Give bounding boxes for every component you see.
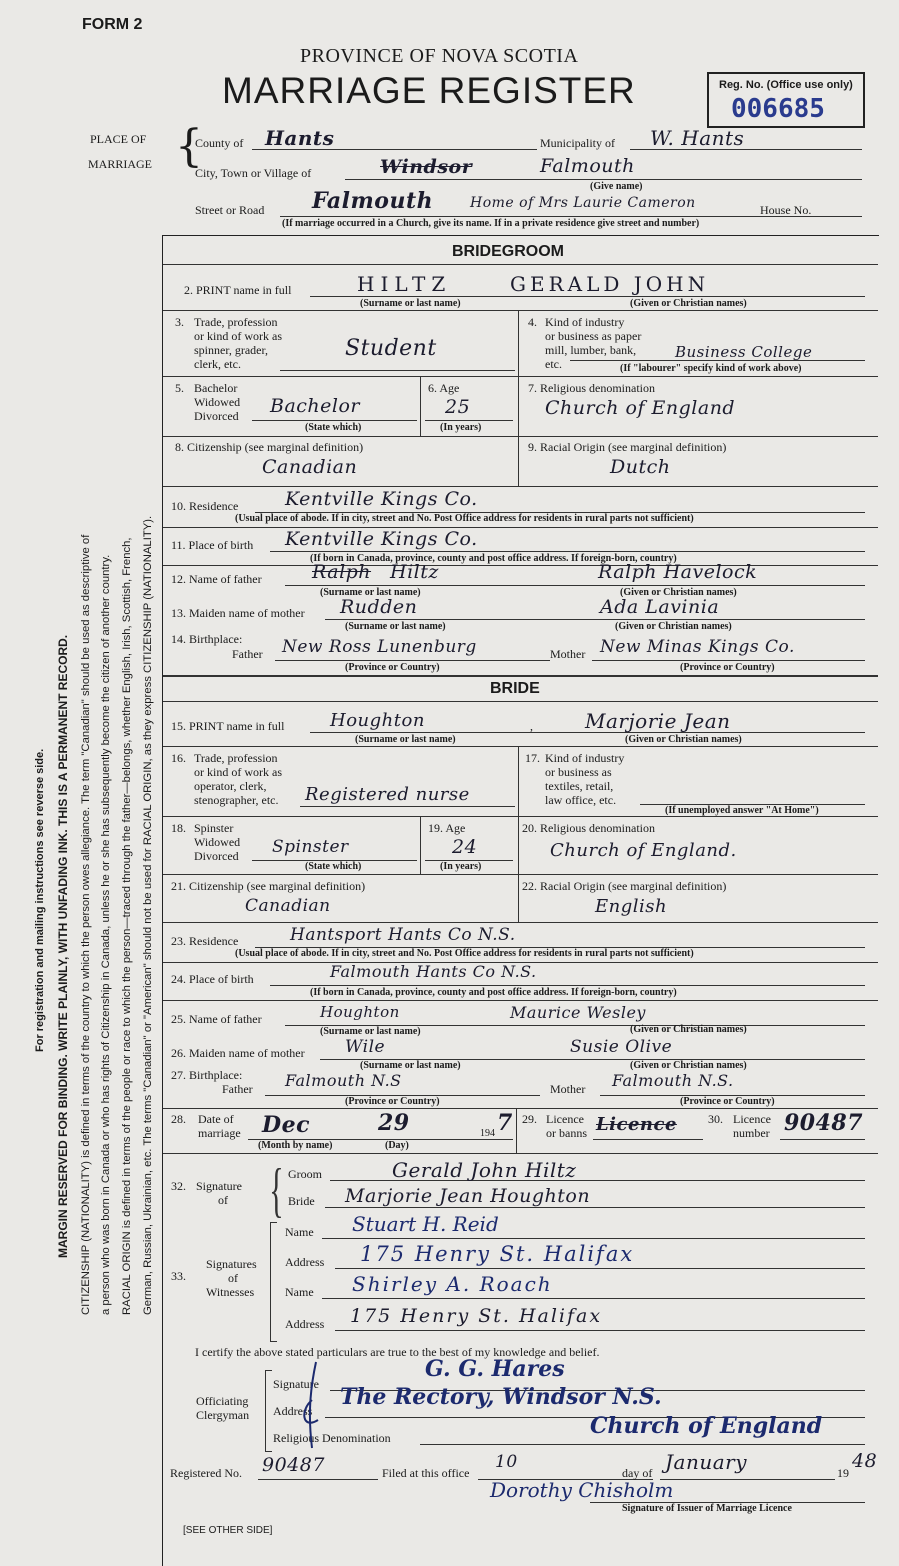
w2-address-label: Address xyxy=(285,1317,325,1331)
groom-birthplace-note: (If born in Canada, province, county and post office address. If foreign-born, country) xyxy=(310,553,677,564)
margin-racial-def-2: German, Russian, Ukrainian, etc. The terms "Canadian" or "American" should not be used for RACIAL ORIGIN, as they express CITIZENSHIP (NATIONALITY). xyxy=(142,515,154,1315)
groom-surname: HILTZ xyxy=(357,272,452,296)
marriage-month: Dec xyxy=(262,1112,310,1138)
margin-citizenship-def-1: CITIZENSHIP (NATIONALITY) is defined in terms of the country to which the person owes allegiance. The term "Canadian" should be used as descriptive of xyxy=(80,534,92,1315)
f16-line2: or kind of work as xyxy=(194,765,282,779)
bride-father-prov-note: (Province or Country) xyxy=(345,1096,440,1107)
w1-name-label: Name xyxy=(285,1225,314,1239)
witness1-name: Stuart H. Reid xyxy=(352,1212,499,1236)
w1-address-label: Address xyxy=(285,1255,325,1269)
clergy-denomination: Church of England xyxy=(590,1413,823,1439)
city-label: City, Town or Village of xyxy=(195,166,312,180)
groom-religion: Church of England xyxy=(545,397,736,419)
filed-day: 10 xyxy=(495,1452,518,1472)
groom-state-which: (State which) xyxy=(305,422,362,433)
marriage-day: 29 xyxy=(378,1110,410,1136)
w2-name-label: Name xyxy=(285,1285,314,1299)
bride-residence-note: (Usual place of abode. If in city, street and No. Post Office address for residents in rural parts not sufficient) xyxy=(235,948,694,959)
f30-line1: Licence xyxy=(733,1112,771,1126)
groom-mother-surname: Rudden xyxy=(340,596,418,618)
page-title: MARRIAGE REGISTER xyxy=(222,70,636,111)
officiating-line1: Officiating xyxy=(196,1394,249,1408)
bride-given-note: (Given or Christian names) xyxy=(625,734,742,745)
groom-industry-note: (If "labourer" specify kind of work above) xyxy=(620,363,802,374)
bride-surname: Houghton xyxy=(330,710,425,731)
f29-line1: Licence xyxy=(546,1112,584,1126)
f16-line4: stenographer, etc. xyxy=(194,793,279,807)
bride-heading: BRIDE xyxy=(490,680,540,697)
bride-mother-surname: Wile xyxy=(345,1037,386,1057)
bride-state-which: (State which) xyxy=(305,861,362,872)
bride-surname-note: (Surname or last name) xyxy=(355,734,456,745)
f3-line1: Trade, profession xyxy=(194,315,278,329)
f16-line3: operator, clerk, xyxy=(194,779,267,793)
f23-label: 23. Residence xyxy=(171,934,239,948)
f16-line1: Trade, profession xyxy=(194,751,278,765)
groom-surname-note: (Surname or last name) xyxy=(360,298,461,309)
groom-racial-origin: Dutch xyxy=(610,456,671,478)
groom-signature: Gerald John Hiltz xyxy=(392,1158,577,1182)
clergy-signature: G. G. Hares xyxy=(425,1356,565,1382)
groom-father-surname-struck: Ralph xyxy=(312,561,372,583)
clergy-address: The Rectory, Windsor N.S. xyxy=(340,1384,662,1410)
province-title: PROVINCE OF NOVA SCOTIA xyxy=(300,45,579,67)
f33-num: 33. xyxy=(171,1269,186,1283)
bride-mother-given: Susie Olive xyxy=(570,1037,673,1057)
groom-marital: Bachelor xyxy=(270,395,361,417)
f18-num: 18. xyxy=(171,821,186,835)
filed-month: January xyxy=(665,1450,747,1474)
bride-birthplace-note: (If born in Canada, province, county and post office address. If foreign-born, country) xyxy=(310,987,677,998)
clergy-signature-label: Signature xyxy=(273,1377,319,1391)
groom-birthplace: Kentville Kings Co. xyxy=(285,528,478,550)
f33-line1: Signatures xyxy=(206,1257,257,1271)
f4-line3: mill, lumber, bank, xyxy=(545,343,637,357)
street-home: Home of Mrs Laurie Cameron xyxy=(470,195,696,211)
bride-mother-given-note: (Given or Christian names) xyxy=(630,1060,747,1071)
f28-line1: Date of xyxy=(198,1112,234,1126)
margin-instructions: For registration and mailing instructions see reverse side. xyxy=(34,748,46,1052)
f3-line4: clerk, etc. xyxy=(194,357,241,371)
f2-label xyxy=(184,284,291,297)
street-value: Falmouth xyxy=(312,188,434,214)
witness-bracket xyxy=(270,1222,277,1342)
f10-label: 10. Residence xyxy=(171,499,239,513)
reg-number-value: 006685 xyxy=(731,94,825,124)
f18-line2: Widowed xyxy=(194,835,241,849)
f2-label-text: 2. PRINT name in full xyxy=(184,283,292,297)
marriage-year-prefix: 194 xyxy=(480,1128,495,1139)
municipality-value: W. Hants xyxy=(650,126,745,150)
f24-label: 24. Place of birth xyxy=(171,972,254,986)
groom-mother-birthplace: New Minas Kings Co. xyxy=(600,637,795,657)
f17-line1: Kind of industry xyxy=(545,751,625,765)
bride-age: 24 xyxy=(452,836,478,858)
municipality-label: Municipality of xyxy=(540,136,615,150)
f29-num: 29. xyxy=(522,1112,537,1126)
filed-label: Filed at this office xyxy=(382,1466,470,1480)
f3-line2: or kind of work as xyxy=(194,329,282,343)
marriage-label: MARRIAGE xyxy=(88,157,153,171)
f14-mother-label: Mother xyxy=(550,647,586,661)
groom-mother-surname-note: (Surname or last name) xyxy=(345,621,446,632)
reg-number-box xyxy=(707,72,865,128)
place-brace: { xyxy=(175,121,203,172)
f6-label: 6. Age xyxy=(428,381,460,395)
marriage-month-note: (Month by name) xyxy=(258,1140,333,1151)
f25-label: 25. Name of father xyxy=(171,1012,262,1026)
groom-mother-given: Ada Lavinia xyxy=(600,596,720,618)
registered-no-label: Registered No. xyxy=(170,1466,242,1480)
street-note: (If marriage occurred in a Church, give its name. If in a private residence give street and number) xyxy=(282,218,700,229)
f33-line2: of xyxy=(228,1271,238,1285)
f19-label: 19. Age xyxy=(428,821,466,835)
clergy-flourish-icon xyxy=(298,1360,328,1450)
f4-line1: Kind of industry xyxy=(545,315,625,329)
bride-name-comma: , xyxy=(530,719,533,733)
f9-label: 9. Racial Origin (see marginal definition) xyxy=(528,440,727,454)
bride-religion: Church of England. xyxy=(550,840,737,861)
bride-mother-prov-note: (Province or Country) xyxy=(680,1096,775,1107)
f21-label: 21. Citizenship (see marginal definition) xyxy=(171,879,366,893)
licence-number: 90487 xyxy=(784,1110,864,1136)
f29-line2: or banns xyxy=(546,1126,587,1140)
reg-number-label: Reg. No. (Office use only) xyxy=(719,79,853,91)
f5-line1: Bachelor xyxy=(194,381,238,395)
issuer-label: Signature of Issuer of Marriage Licence xyxy=(622,1503,792,1514)
f3-num: 3. xyxy=(175,315,184,329)
margin-citizenship-def-2: a person who was born in Canada or who has rights of Citizenship in Canada, unless he or she has subsequently become the citizen of another country. xyxy=(100,554,112,1315)
groom-age: 25 xyxy=(445,396,471,418)
day-of-label: day of xyxy=(622,1466,653,1480)
issuer-signature: Dorothy Chisholm xyxy=(490,1478,674,1502)
groom-father-prov-note: (Province or Country) xyxy=(345,662,440,673)
f4-line4: etc. xyxy=(545,357,562,371)
f30-line2: number xyxy=(733,1126,770,1140)
clergy-address-label: Address xyxy=(273,1404,313,1418)
groom-sig-label: Groom xyxy=(288,1167,322,1181)
bride-mother-surname-note: (Surname or last name) xyxy=(360,1060,461,1071)
f3-line3: spinner, grader, xyxy=(194,343,269,357)
house-no-label: House No. xyxy=(760,203,812,217)
give-name-note: (Give name) xyxy=(590,181,643,192)
filed-year: 48 xyxy=(852,1450,878,1472)
bride-residence: Hantsport Hants Co N.S. xyxy=(290,925,516,945)
bride-occupation: Registered nurse xyxy=(305,784,470,805)
officiating-line2: Clergyman xyxy=(196,1408,250,1422)
groom-occupation: Student xyxy=(345,336,437,361)
f32-line1: Signature xyxy=(196,1179,242,1193)
f5-num: 5. xyxy=(175,381,184,395)
groom-father-given: Ralph Havelock xyxy=(598,561,758,583)
bride-father-given: Maurice Wesley xyxy=(510,1003,646,1022)
f27-label: 27. Birthplace: xyxy=(171,1068,243,1082)
street-label: Street or Road xyxy=(195,203,265,217)
f28-line2: marriage xyxy=(198,1126,241,1140)
f18-line3: Divorced xyxy=(194,849,239,863)
f12-label: 12. Name of father xyxy=(171,572,262,586)
form-number: FORM 2 xyxy=(82,16,143,33)
f27-father-label: Father xyxy=(222,1082,253,1096)
groom-residence-note: (Usual place of abode. If in city, street and No. Post Office address for residents in rural parts not sufficient) xyxy=(235,513,694,524)
groom-given: GERALD JOHN xyxy=(510,272,710,296)
filed-year-prefix: 19 xyxy=(837,1466,849,1480)
county-value: Hants xyxy=(265,126,335,150)
f17-line2: or business as xyxy=(545,765,612,779)
f14-father-label: Father xyxy=(232,647,263,661)
groom-mother-prov-note: (Province or Country) xyxy=(680,662,775,673)
marriage-year: 7 xyxy=(497,1110,513,1136)
f4-line2: or business as paper xyxy=(545,329,642,343)
certify-statement: I certify the above stated particulars are true to the best of my knowledge and belief. xyxy=(195,1345,600,1359)
place-of-label: PLACE OF xyxy=(90,132,147,146)
f8-label: 8. Citizenship (see marginal definition) xyxy=(175,440,364,454)
clergy-denomination-label: Religious Denomination xyxy=(273,1431,391,1445)
bride-citizenship: Canadian xyxy=(245,896,331,916)
f4-num: 4. xyxy=(528,315,537,329)
margin-binding-notice: MARGIN RESERVED FOR BINDING. WRITE PLAINLY, WITH UNFADING INK. THIS IS A PERMANENT RECORD. xyxy=(56,634,70,1258)
witness2-name: Shirley A. Roach xyxy=(352,1272,553,1296)
city-value: Falmouth xyxy=(540,155,635,177)
f28-num: 28. xyxy=(171,1112,186,1126)
bride-father-surname-note: (Surname or last name) xyxy=(320,1026,421,1037)
licence-or-banns-value: Licence xyxy=(596,1114,677,1135)
f5-line2: Widowed xyxy=(194,395,241,409)
bride-father-birthplace: Falmouth N.S xyxy=(285,1071,402,1090)
bride-father-surname: Houghton xyxy=(320,1003,400,1021)
f16-num: 16. xyxy=(171,751,186,765)
groom-mother-given-note: (Given or Christian names) xyxy=(615,621,732,632)
f22-label: 22. Racial Origin (see marginal definition) xyxy=(522,879,727,893)
bride-signature: Marjorie Jean Houghton xyxy=(345,1185,591,1207)
bride-in-years: (In years) xyxy=(440,861,482,872)
clergy-bracket xyxy=(265,1370,272,1452)
groom-given-note: (Given or Christian names) xyxy=(630,298,747,309)
see-other-side: [SEE OTHER SIDE] xyxy=(183,1525,273,1536)
f17-num: 17. xyxy=(525,751,540,765)
signature-brace: { xyxy=(269,1157,284,1223)
city-struck-value: Windsor xyxy=(380,156,473,178)
bride-sig-label: Bride xyxy=(288,1194,315,1208)
f20-label: 20. Religious denomination xyxy=(522,821,655,835)
f32-line2: of xyxy=(218,1193,228,1207)
f7-label: 7. Religious denomination xyxy=(528,381,655,395)
f30-num: 30. xyxy=(708,1112,723,1126)
groom-father-surname-note: (Surname or last name) xyxy=(320,587,421,598)
f15-label: 15. PRINT name in full xyxy=(171,719,285,733)
bride-father-given-note: (Given or Christian names) xyxy=(630,1024,747,1035)
f32-num: 32. xyxy=(171,1179,186,1193)
county-label: County of xyxy=(195,136,244,150)
f14-label: 14. Birthplace: xyxy=(171,632,243,646)
groom-father-birthplace: New Ross Lunenburg xyxy=(282,637,477,657)
f18-line1: Spinster xyxy=(194,821,234,835)
marriage-day-note: (Day) xyxy=(385,1140,409,1151)
registered-no-value: 90487 xyxy=(262,1454,325,1476)
bride-industry-note: (If unemployed answer "At Home") xyxy=(665,805,819,816)
city-line xyxy=(345,179,862,180)
bride-racial-origin: English xyxy=(595,896,668,917)
margin-racial-def-1: RACIAL ORIGIN is defined in terms of the people or race to which the person—traced through the father—belongs, whether English, Irish, Scottish, French, xyxy=(121,537,133,1315)
groom-in-years: (In years) xyxy=(440,422,482,433)
bride-mother-birthplace: Falmouth N.S. xyxy=(612,1071,734,1090)
bride-birthplace: Falmouth Hants Co N.S. xyxy=(330,962,537,981)
groom-father-surname: Hiltz xyxy=(390,561,439,583)
groom-industry: Business College xyxy=(675,343,813,361)
f17-line4: law office, etc. xyxy=(545,793,617,807)
witness1-address: 175 Henry St. Halifax xyxy=(360,1242,635,1266)
groom-citizenship: Canadian xyxy=(262,456,358,478)
f33-line3: Witnesses xyxy=(206,1285,255,1299)
f27-mother-label: Mother xyxy=(550,1082,586,1096)
bride-marital: Spinster xyxy=(272,837,349,857)
groom-residence: Kentville Kings Co. xyxy=(285,488,478,510)
witness2-address: 175 Henry St. Halifax xyxy=(350,1305,603,1327)
groom-father-given-note: (Given or Christian names) xyxy=(620,587,737,598)
bride-given: Marjorie Jean xyxy=(585,709,731,733)
f11-label: 11. Place of birth xyxy=(171,538,254,552)
bridegroom-heading: BRIDEGROOM xyxy=(452,243,564,260)
f26-label: 26. Maiden name of mother xyxy=(171,1046,305,1060)
f17-line3: textiles, retail, xyxy=(545,779,614,793)
f5-line3: Divorced xyxy=(194,409,239,423)
f13-label: 13. Maiden name of mother xyxy=(171,606,305,620)
